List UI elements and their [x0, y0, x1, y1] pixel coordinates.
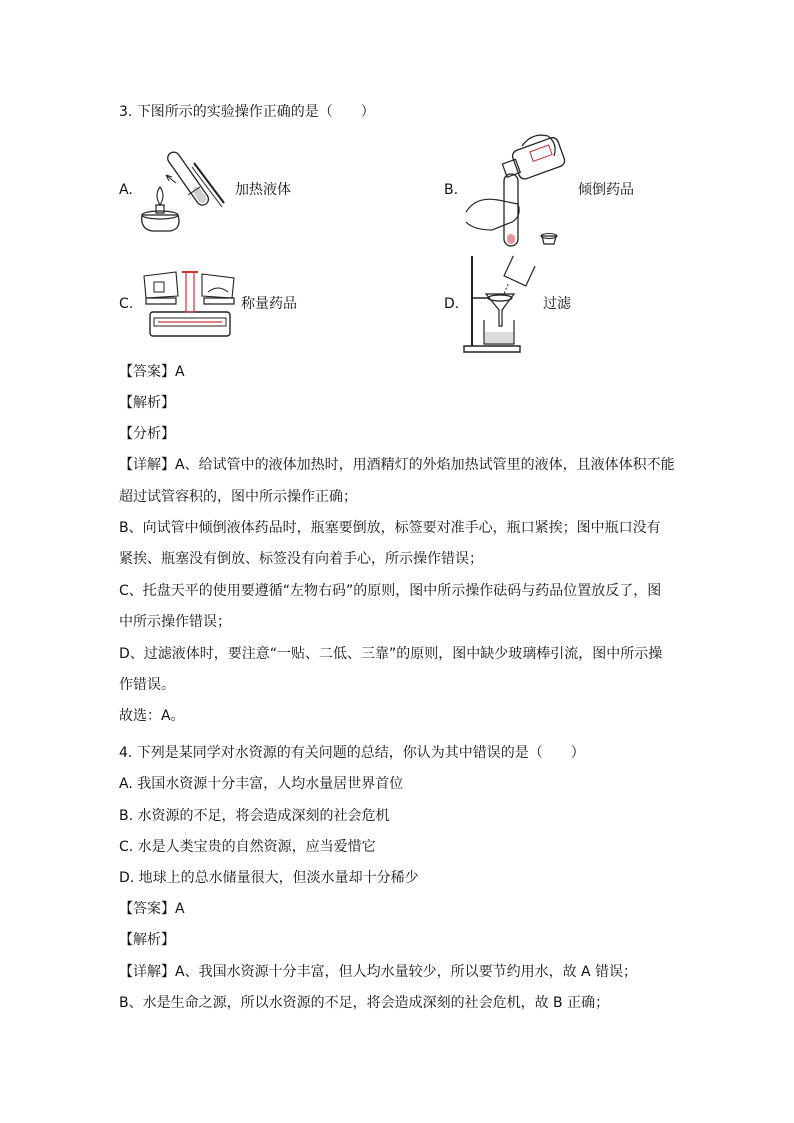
q3-detail-line: 紧挨、瓶塞没有倒放、标签没有向着手心，所示操作错误；: [119, 551, 483, 567]
q3-answer: 【答案】A: [119, 364, 185, 380]
q4-option-b: B. 水资源的不足，将会造成深刻的社会危机: [119, 808, 390, 824]
q4-option-a: A. 我国水资源十分丰富，人均水量居世界首位: [119, 776, 404, 792]
q4-analysis-title: 【解析】: [119, 932, 175, 948]
weighing-balance-figure: [140, 262, 240, 340]
filtration-figure: [462, 254, 540, 354]
option-a-letter: A.: [119, 182, 133, 198]
q3-detail-line: D、过滤液体时，要注意“一贴、二低、三靠”的原则，图中缺少玻璃棒引流，图中所示操: [119, 646, 663, 662]
q3-choice: 故选：A。: [119, 708, 185, 724]
pouring-reagent-figure: [462, 126, 574, 250]
q4-option-c: C. 水是人类宝贵的自然资源，应当爱惜它: [119, 839, 376, 855]
q3-detail-line: 作错误。: [119, 677, 175, 693]
question-3-stem: 3. 下图所示的实验操作正确的是（ ）: [119, 104, 375, 120]
q3-detail-line: 【详解】A、给试管中的液体加热时，用酒精灯的外焰加热试管里的液体，且液体体积不能: [119, 457, 675, 473]
q3-analysis-sub: 【分析】: [119, 426, 175, 442]
option-b-letter: B.: [444, 182, 459, 198]
q3-detail-line: 中所示操作错误；: [119, 614, 231, 630]
option-c-label: 称量药品: [241, 296, 297, 312]
q3-detail-line: 超过试管容积的，图中所示操作正确；: [119, 489, 357, 505]
option-a-label: 加热液体: [235, 182, 291, 198]
option-c-letter: C.: [119, 296, 134, 312]
question-4-stem: 4. 下列是某同学对水资源的有关问题的总结，你认为其中错误的是（ ）: [119, 745, 585, 761]
q4-answer: 【答案】A: [119, 901, 185, 917]
q3-detail-line: B、向试管中倾倒液体药品时，瓶塞要倒放，标签要对准手心，瓶口紧挨；图中瓶口没有: [119, 520, 661, 536]
option-d-label: 过滤: [543, 296, 571, 312]
q3-detail-line: C、托盘天平的使用要遵循“左物右码”的原则，图中所示操作砝码与药品位置放反了，图: [119, 583, 662, 599]
q4-detail-line: B、水是生命之源，所以水资源的不足，将会造成深刻的社会危机，故 B 正确；: [119, 995, 610, 1011]
q3-analysis-title: 【解析】: [119, 395, 175, 411]
q4-detail-line: 【详解】A、我国水资源十分丰富，但人均水量较少，所以要节约用水，故 A 错误；: [119, 964, 638, 980]
option-b-label: 倾倒药品: [578, 182, 634, 198]
q4-option-d: D. 地球上的总水储量很大，但淡水量却十分稀少: [119, 870, 419, 886]
heating-liquid-figure: [136, 145, 228, 237]
option-d-letter: D.: [444, 296, 460, 312]
